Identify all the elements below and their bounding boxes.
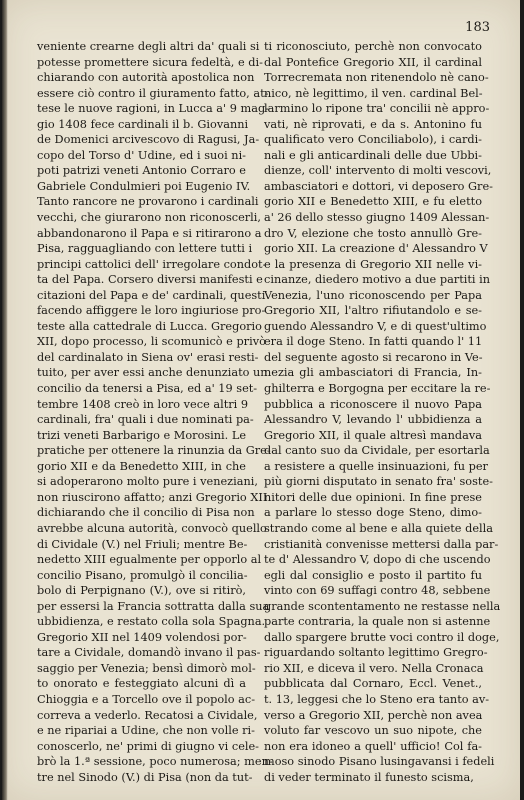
text-line: più giorni disputato in senato fra' soste- (264, 475, 493, 489)
text-line: di veder terminato il funesto scisma, (264, 770, 474, 784)
text-line: egli dal consiglio e posto il partito fu (264, 568, 482, 582)
text-line: e la presenza di Gregorio XII nelle vi- (264, 257, 482, 271)
text-line: rio XII, e diceva il vero. Nella Cronaca (264, 661, 484, 675)
text-line: Torrecremata non ritenendolo nè cano- (264, 71, 489, 85)
text-line: pratiche per ottenere la rinunzia da Gre- (37, 444, 271, 458)
text-line: era il doge Steno. In fatti quando l' 11 (264, 335, 483, 349)
text-line: dro V, elezione che tosto annullò Gre- (264, 226, 482, 240)
text-line: a' 26 dello stesso giugno 1409 Alessan- (264, 211, 490, 225)
text-line: tese le nuove ragioni, in Lucca a' 9 mag- (37, 102, 269, 116)
text-line: guendo Alessandro V, e di quest'ultimo (264, 319, 487, 333)
text-line: Gregorio XII nel 1409 volendosi por- (37, 630, 247, 644)
text-line: ta del Papa. Corsero diversi manifesti e (37, 273, 263, 287)
text-line: Gregorio XII, il quale altresì mandava (264, 428, 482, 442)
text-line: vecchi, che giurarono non riconoscerli, (37, 211, 261, 225)
text-line: nezia gli ambasciatori di Francia, In- (264, 366, 482, 380)
text-line: voluto far vescovo un suo nipote, che (264, 724, 482, 738)
text-line: gio 1408 fece cardinali il b. Giovanni (37, 117, 249, 131)
text-line: per essersi la Francia sottratta dalla sua (37, 599, 270, 613)
text-line: gorio XII e Benedetto XIII, e fu eletto (264, 195, 482, 209)
text-line: t. 13, leggesi che lo Steno era tanto av- (264, 692, 490, 706)
text-line: poti patrizi veneti Antonio Corraro e (37, 164, 246, 178)
text-line: larmino lo ripone tra' concilii nè appro- (264, 102, 490, 116)
text-line: non riuscirono affatto; anzi Gregorio XII (37, 490, 268, 504)
text-line: trizi veneti Barbarigo e Morosini. Le (37, 428, 247, 442)
text-line: grande scontentamento ne restasse nella (264, 599, 501, 613)
text-line: gorio XII e da Benedetto XIII, in che (37, 459, 246, 473)
text-line: cristianità convenisse mettersi dalla par- (264, 537, 499, 551)
text-line: teste alla cattedrale di Lucca. Gregorio (37, 319, 262, 333)
text-line: del cardinalato in Siena ov' erasi resti- (37, 350, 259, 364)
text-line: qualificato vero Conciliabolo), i cardi- (264, 133, 482, 147)
text-line: gorio XII. La creazione d' Alessandro V (264, 242, 488, 256)
text-line: dallo spargere brutte voci contro il doge, (264, 630, 500, 644)
text-line: vinto con 69 suffagi contro 48, sebbene (264, 584, 491, 598)
text-line: cardinali, fra' quali i due nominati pa- (37, 413, 254, 427)
text-line: chiarando con autorità apostolica non (37, 71, 255, 85)
text-line: avrebbe alcuna autorità, convocò quello (37, 521, 267, 535)
text-line: a resistere a quelle insinuazioni, fu per (264, 459, 488, 473)
text-line: ti riconosciuto, perchè non convocato (264, 40, 482, 53)
text-line: pubblicata dal Cornaro, Eccl. Venet., (264, 677, 482, 691)
text-line: non era idoneo a quell' ufficio! Col fa- (264, 739, 482, 753)
text-line: Venezia, l'uno riconoscendo per Papa (264, 288, 482, 302)
text-line: te d' Alessandro V, dopo di che uscendo (264, 553, 491, 567)
text-line: nitori delle due opinioni. In fine prese (264, 490, 482, 504)
text-line: XII, dopo processo, li scomunicò e privò (37, 335, 266, 349)
text-line: de Domenici arcivescovo di Ragusi, Ja- (37, 133, 260, 147)
text-line: concilio Pisano, promulgò il concilia- (37, 568, 248, 582)
text-line: dal canto suo da Cividale, per esortarla (264, 444, 490, 458)
text-line: brò la 1.ª sessione, poco numerosa; men- (37, 755, 273, 769)
text-line: ubbidienza, e restato colla sola Spagna. (37, 615, 266, 629)
text-line: parte contraria, la quale non si astenne (264, 615, 491, 629)
text-line: nedetto XIII egualmente per opporlo al (37, 553, 262, 567)
text-line: nico, nè legittimo, il ven. cardinal Bel- (264, 86, 483, 100)
text-line: to onorato e festeggiato alcuni dì a (37, 677, 246, 691)
text-line: riguardando soltanto legittimo Gregro- (264, 646, 488, 660)
text-line: dienze, coll' intervento di molti vescovi, (264, 164, 492, 178)
text-line: essere ciò contro il giuramento fatto, at- (37, 86, 269, 100)
text-line: Alessandro V, levando l' ubbidienza a (264, 413, 482, 427)
text-line: dal Pontefice Gregorio XII, il cardinal (264, 55, 482, 69)
text-line: di Cividale (V.) nel Friuli; mentre Be- (37, 537, 248, 551)
text-line: Tanto rancore ne provarono i cardinali (37, 195, 259, 209)
text-line: verso a Gregorio XII, perchè non avea (264, 708, 483, 722)
book-page (2, 0, 520, 800)
text-line: facendo affiggere le loro ingiuriose pro- (37, 304, 266, 318)
text-line: copo del Torso d' Udine, ed i suoi ni- (37, 148, 246, 162)
text-line: a parlare lo stesso doge Steno, dimo- (264, 506, 482, 520)
text-line: principi cattolici dell' irregolare condot- (37, 257, 267, 271)
text-line: potesse promettere sicura fedeltà, e di- (37, 55, 263, 69)
text-line: tre nel Sinodo (V.) di Pisa (non da tut- (37, 770, 253, 784)
text-line: abbandonarono il Papa e si ritirarono a (37, 226, 262, 240)
book-spine-shadow (2, 0, 8, 800)
text-line: e ne ripariai a Udine, che non volle ri- (37, 724, 255, 738)
text-line: Gabriele Condulmieri poi Eugenio IV. (37, 179, 251, 193)
text-line: Chioggia e a Torcello ove il popolo ac- (37, 692, 256, 706)
text-line: ambasciatori e dottori, vi deposero Gre- (264, 179, 493, 193)
text-line: nali e gli anticardinali delle due Ubbi- (264, 148, 482, 162)
text-line: Pisa, ragguagliando con lettere tutti i (37, 242, 253, 256)
page-number: 183 (465, 20, 490, 35)
text-line: bolo di Perpignano (V.), ove si ritirò, (37, 584, 246, 598)
text-line: concilio da tenersi a Pisa, ed a' 19 set- (37, 382, 258, 396)
text-line: correva a vederlo. Recatosi a Cividale, (37, 708, 258, 722)
text-line: vati, nè riprovati, e da s. Antonino fu (264, 117, 482, 131)
text-line: del seguente agosto si recarono in Ve- (264, 350, 483, 364)
text-line: moso sinodo Pisano lusingavansi i fedeli (264, 755, 495, 769)
text-line: dichiarando che il concilio di Pisa non (37, 506, 255, 520)
text-line: Gregorio XII, l'altro rifiutandolo e se- (264, 304, 482, 318)
right-text-column (264, 39, 501, 785)
text-line: citazioni del Papa e de' cardinali, questi (37, 288, 266, 302)
text-line: tuito, per aver essi anche denunziato un (37, 366, 268, 380)
text-line: veniente crearne degli altri da' quali si (37, 40, 260, 53)
text-line: tare a Cividale, domandò invano il pas- (37, 646, 261, 660)
text-line: ghilterra e Borgogna per eccitare la re- (264, 382, 491, 396)
text-line: conoscerlo, ne' primi di giugno vi cele- (37, 739, 259, 753)
text-line: saggio per Venezia; bensì dimorò mol- (37, 661, 256, 675)
text-line: pubblica a riconoscere il nuovo Papa (264, 397, 482, 411)
text-line: cinanze, diedero motivo a due partiti in (264, 273, 490, 287)
left-text-column (37, 39, 273, 785)
text-line: strando come al bene e alla quiete della (264, 521, 493, 535)
text-line: tembre 1408 creò in loro vece altri 9 (37, 397, 249, 411)
text-line: si adoperarono molto pure i veneziani, (37, 475, 258, 489)
